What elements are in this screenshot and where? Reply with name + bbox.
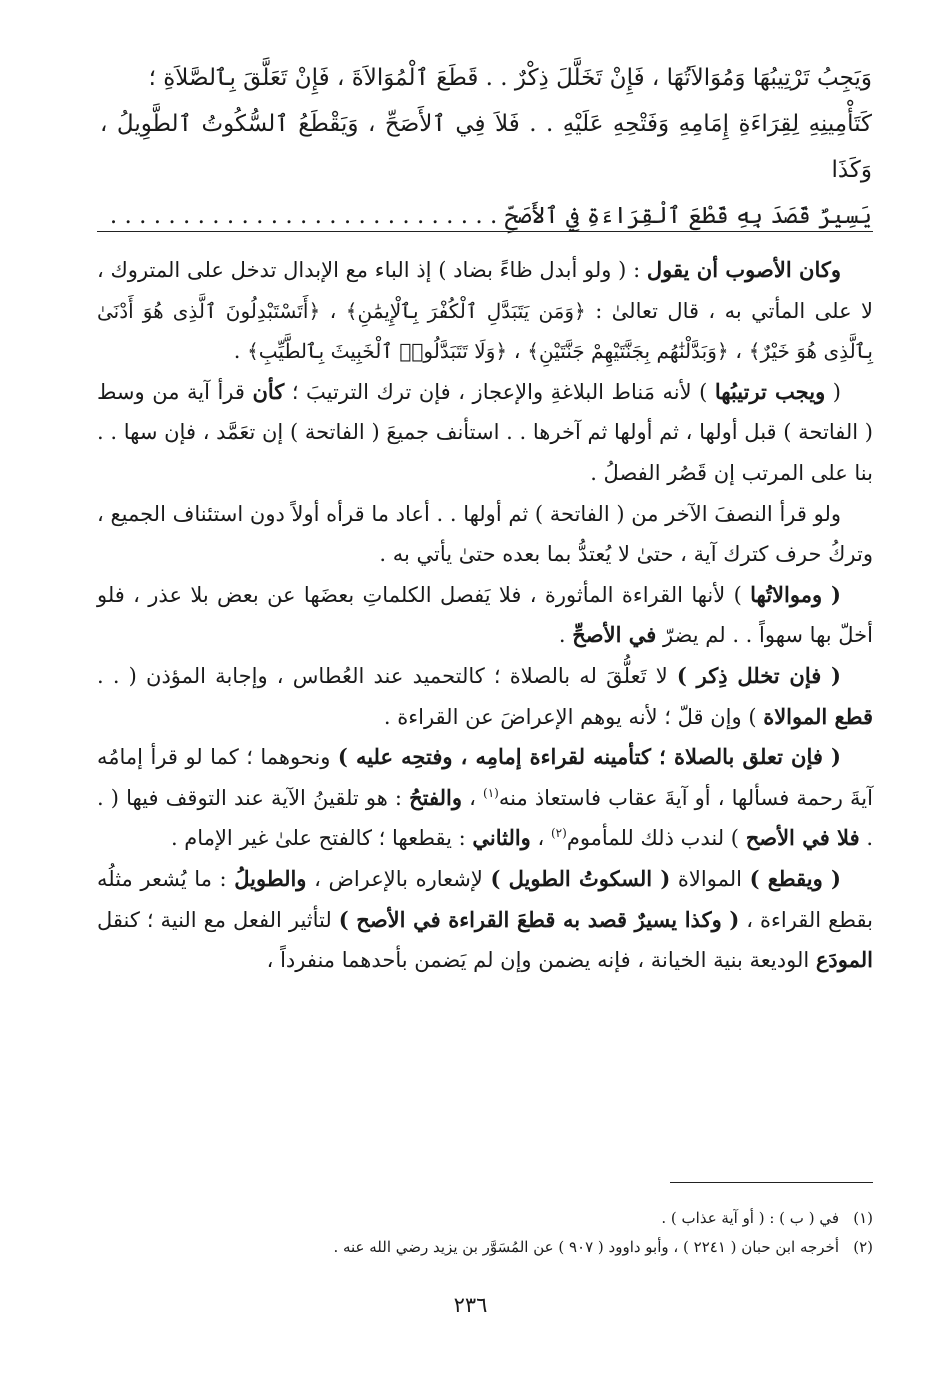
bold-phrase: فلا في الأصح — [745, 825, 860, 851]
footnote-number: (١) — [853, 1209, 873, 1227]
sharh-paragraph-3: ولو قرأ النصفَ الآخر من ( الفاتحة ) ثم أولها . . أعاد ما قرأه أولاً دون استئناف الجميع ، وتركُ حرف كترك آية ، حتىٰ لا يُعتدُّ بما بعده حتىٰ يأتي به . — [97, 501, 873, 567]
sharh-paragraph-7 — [97, 859, 873, 981]
quran-verse: ﴿وَلَا تَتَبَدَّلُوا۟ ٱلْخَبِيثَ بِٱلطَّيِّبِ﴾ — [247, 339, 508, 364]
bold-phrase: ( ويقطع ) — [749, 865, 841, 891]
bold-phrase: ( السكوتُ الطويل ) — [490, 865, 671, 891]
paragraph-text: لإشعاره بالإعراض ، — [314, 866, 483, 891]
matn-line-3-text: يَسِيرٌ قَصَدَ بِهِ قَطْعَ ٱلْقِرَاءَةِ فِي ٱلأَصَحِّ — [504, 203, 872, 229]
bold-phrase: والفتحُ — [409, 784, 462, 810]
footnote-ref-1[interactable]: (١) — [483, 785, 499, 800]
bold-phrase: ( فإن تعلق بالصلاة ؛ كتأمينه لقراءة إمامِه ، وفتحِه عليه ) — [337, 744, 841, 770]
paragraph-text: الموالاة — [677, 866, 742, 891]
paragraph-text: ) وإن قلّ ؛ لأنه يوهم الإعراضَ عن القراءة . — [383, 704, 757, 729]
sharh-paragraph-5 — [97, 656, 873, 737]
paragraph-text: قرأ آية من وسط ( الفاتحة ) قبل أولها ، ثم أولها ثم آخرها . . استأنف جميعَ ( الفاتحة ) إن تعَمَّد ، فإن سها . . بنا على المرتب إن قَصُر الفصلُ . — [97, 379, 873, 485]
matn-line-1: وَيَجِبُ تَرْتِيبُهَا وَمُوَالاَتُهَا ، فَإِنْ تَخَلَّلَ ذِكْرٌ . . قَطَعَ ٱلْمُوَالاَةَ ، فَإِنْ تَعَلَّقَ بِٱلصَّلاَةِ ؛ — [148, 65, 872, 91]
matn-dotted-leader: . . . . . . . . . . . . . . . . . . . . . . . . . . . — [109, 203, 498, 229]
sharh-paragraph-6 — [97, 737, 873, 859]
quran-verse: ﴿وَمَن يَتَبَدَّلِ ٱلْكُفْرَ بِٱلْإِيمَٰنِ﴾ — [345, 298, 586, 323]
sharh-commentary — [97, 250, 873, 981]
quran-verse: ﴿وَبَدَّلْنَٰهُم بِجَنَّتَيْهِمْ جَنَّتَيْنِ﴾ — [527, 339, 729, 364]
paren: ( — [832, 379, 841, 404]
footnote-text: أخرجه ابن حبان ( ٢٢٤١ ) ، وأبو داوود ( ٩٠٧ ) عن المُسَوَّر بن يزيد رضي الله عنه . — [333, 1238, 839, 1256]
bold-phrase: ويجب ترتيبُها — [714, 378, 826, 404]
bold-phrase: وكان الأصوب أن يقول — [646, 257, 841, 282]
paragraph-text: لا تَعلُّقَ له بالصلاة ؛ كالتحميد عند العُطاس ، وإجابة المؤذن ( . . — [97, 663, 668, 688]
bold-phrase: ( فإن تخلل ذِكر ) — [676, 662, 841, 688]
footnote-1 — [97, 1204, 873, 1233]
sharh-paragraph-2 — [97, 372, 873, 494]
bold-phrase: ( وموالاتُها — [750, 581, 841, 607]
bold-phrase: ( وكذا يسيرٌ قصد به قطعَ القراءة في الأصح ) — [338, 906, 740, 932]
matn-separator-rule — [97, 231, 873, 232]
bold-phrase: المودَع — [815, 947, 873, 973]
paragraph-text: لتأثير الفعل مع النية ؛ كنقل — [97, 907, 332, 932]
footnote-text: في ( ب ) : ( أو آية عذاب ) . — [661, 1209, 839, 1227]
footnote-number: (٢) — [853, 1238, 873, 1256]
bold-phrase: والثاني — [472, 825, 531, 851]
paragraph-text: . — [558, 623, 566, 648]
matn-text-block — [100, 55, 872, 239]
paragraph-text: : ( ولو أبدل ظاءً بضاد ) إذ الباء مع الإبدال تدخل على المتروك ، لا على المأتي به ، قال تعالىٰ : — [97, 258, 874, 323]
paragraph-text: : ما يُشعر مثلُه بقطع القراءة ، — [97, 866, 873, 932]
paragraph-text: ونحوهما ؛ كما لو قرأ إمامُه آيةَ رحمة فسألها ، أو آيةَ عقاب فاستعاذ منه — [97, 745, 873, 810]
paragraph-text: الوديعة بنية الخيانة ، فإنه يضمن وإن لم يَضمن بأحدهما منفرداً ، — [266, 948, 810, 973]
paragraph-text: ، — [537, 826, 545, 851]
paragraph-text: ) لأنه مَناط البلاغةِ والإعجاز ، فإن ترك الترتيبَ ؛ — [291, 379, 708, 404]
paragraph-text: : يقطعها ؛ كالفتح علىٰ غير الإمام . — [170, 826, 466, 851]
matn-line-3 — [100, 193, 872, 239]
footnotes — [97, 1204, 873, 1262]
footnote-ref-2[interactable]: (٢) — [550, 826, 567, 841]
paragraph-text: : هو تلقينُ الآية عند التوقف فيها ( . . — [97, 785, 873, 851]
matn-line-2: كَتَأْمِينِهِ لِقِرَاءَةِ إِمَامِهِ وَفَتْحِهِ عَلَيْهِ . . فَلاَ فِي ٱلأَصَحِّ ، وَيَقْطَعُ ٱلسُّكُوتُ ٱلطَّوِيلُ ، وَكَذَا — [100, 111, 872, 183]
footnote-separator-rule — [670, 1182, 873, 1183]
sharh-paragraph-1: وكان الأصوب أن يقول : ( ولو أبدل ظاءً بضاد ) إذ الباء مع الإبدال تدخل على المتروك ، لا على المأتي به ، قال تعالىٰ : ﴿وَمَن يَتَبَدَّلِ ٱلْكُفْرَ بِٱلْإِيمَٰنِ﴾ ، ﴿أَتَسْتَبْدِلُونَ ٱلَّذِى هُوَ أَدْنَىٰ بِٱلَّذِى هُوَ خَيْرٌ﴾ ، ﴿وَبَدَّلْنَٰهُم بِجَنَّتَيْهِمْ جَنَّتَيْنِ﴾ ، ﴿وَلَا تَتَبَدَّلُوا۟ ٱلْخَبِيثَ بِٱلطَّيِّبِ﴾ . — [97, 257, 874, 364]
paragraph-text: ) لندب ذلك للمأموم — [566, 826, 739, 851]
bold-phrase: كأن — [252, 378, 285, 404]
bold-phrase: قطع الموالاة — [763, 703, 873, 729]
sharh-paragraph-4 — [97, 575, 873, 656]
page-number: ٢٣٦ — [453, 1293, 488, 1317]
footnote-2 — [97, 1233, 873, 1262]
bold-phrase: والطويلُ — [234, 865, 307, 891]
bold-phrase: في الأصحِّ — [572, 622, 657, 648]
quran-verse: ﴿أَتَسْتَبْدِلُونَ ٱلَّذِى هُوَ أَدْنَىٰ بِٱلَّذِى هُوَ خَيْرٌ﴾ — [97, 298, 873, 364]
paragraph-text: ) لأنها القراءة المأثورة ، فلا يَفصل الكلماتِ بعضَها عن بعض بلا عذر ، فلو أخلّ بها سهواً . . لم يضرّ — [97, 582, 873, 648]
paragraph-text: ، — [469, 785, 476, 810]
